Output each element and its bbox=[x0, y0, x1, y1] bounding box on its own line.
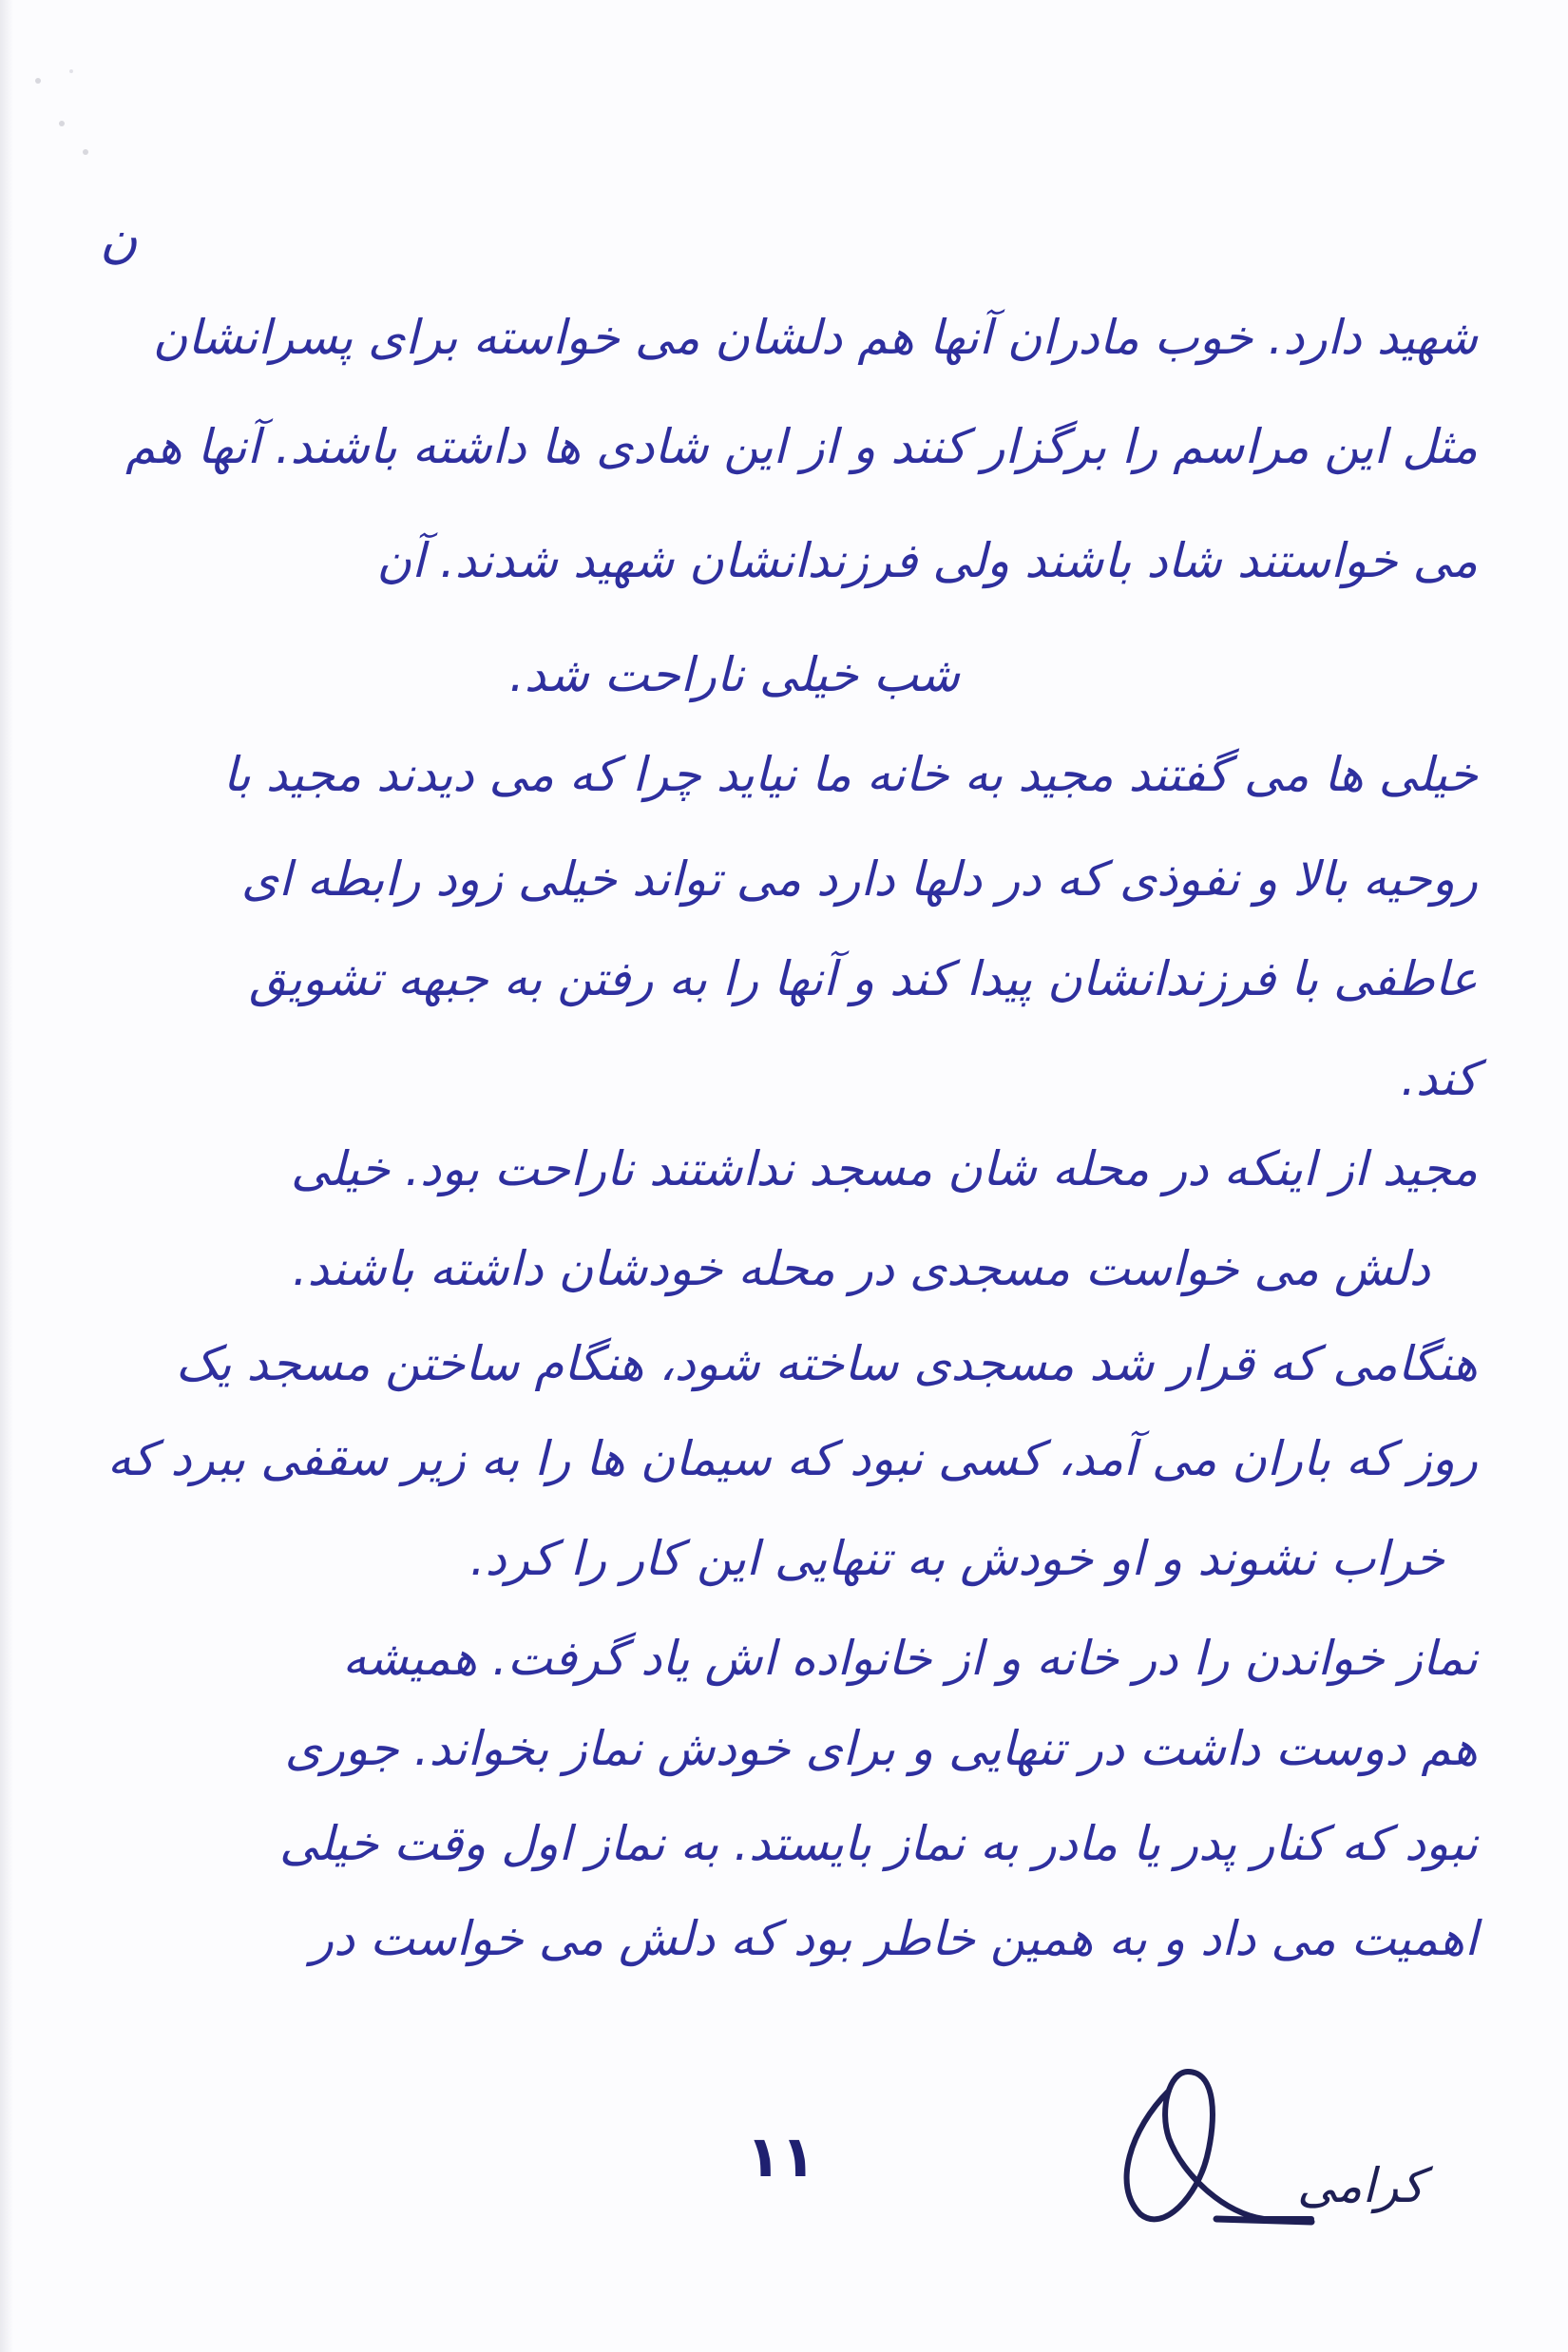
text-line-13: خراب نشوند و او خودش به تنهایی این کار را کرد. bbox=[469, 1531, 1444, 1586]
text-line-14: نماز خواندن را در خانه و از خانواده اش یاد گرفت. همیشه bbox=[342, 1631, 1478, 1686]
margin-note: ن bbox=[100, 209, 138, 269]
text-line-12: روز که باران می آمد، کسی نبود که سیمان ها را به زیر سقفی ببرد که bbox=[106, 1431, 1478, 1486]
text-line-5: خیلی ها می گفتند مجید به خانه ما نیاید چرا که می دیدند مجید با bbox=[222, 747, 1478, 802]
signature-icon bbox=[1074, 2053, 1435, 2243]
text-line-1: شهید دارد. خوب مادران آنها هم دلشان می خواسته برای پسرانشان bbox=[152, 310, 1478, 365]
text-line-6: روحیه بالا و نفوذی که در دلها دارد می تواند خیلی زود رابطه ای bbox=[240, 851, 1478, 907]
text-line-15: هم دوست داشت در تنهایی و برای خودش نماز بخواند. جوری bbox=[284, 1721, 1478, 1776]
text-line-9: مجید از اینکه در محله شان مسجد نداشتند ناراحت بود. خیلی bbox=[291, 1141, 1478, 1196]
text-line-17: اهمیت می داد و به همین خاطر بود که دلش می خواست در bbox=[310, 1911, 1478, 1966]
paper-punch-marks bbox=[19, 57, 105, 171]
text-line-2: مثل این مراسم را برگزار کنند و از این شادی ها داشته باشند. آنها هم bbox=[125, 419, 1478, 474]
paper-edge bbox=[0, 0, 13, 2352]
text-line-11: هنگامی که قرار شد مسجدی ساخته شود، هنگام ساختن مسجد یک bbox=[175, 1336, 1478, 1391]
text-line-8: کند. bbox=[1400, 1051, 1478, 1106]
text-line-10: دلش می خواست مسجدی در محله خودشان داشته باشند. bbox=[292, 1241, 1430, 1296]
page-number: ۱۱ bbox=[746, 2124, 816, 2190]
text-line-3: می خواستند شاد باشند ولی فرزندانشان شهید شدند. آن bbox=[376, 533, 1478, 588]
text-line-16: نبود که کنار پدر یا مادر به نماز بایستد. به نماز اول وقت خیلی bbox=[279, 1816, 1478, 1871]
signature-name: کرامی bbox=[1297, 2158, 1425, 2213]
text-line-4: شب خیلی ناراحت شد. bbox=[508, 647, 960, 702]
text-line-7: عاطفی با فرزندانشان پیدا کند و آنها را به رفتن به جبهه تشویق bbox=[249, 951, 1478, 1006]
